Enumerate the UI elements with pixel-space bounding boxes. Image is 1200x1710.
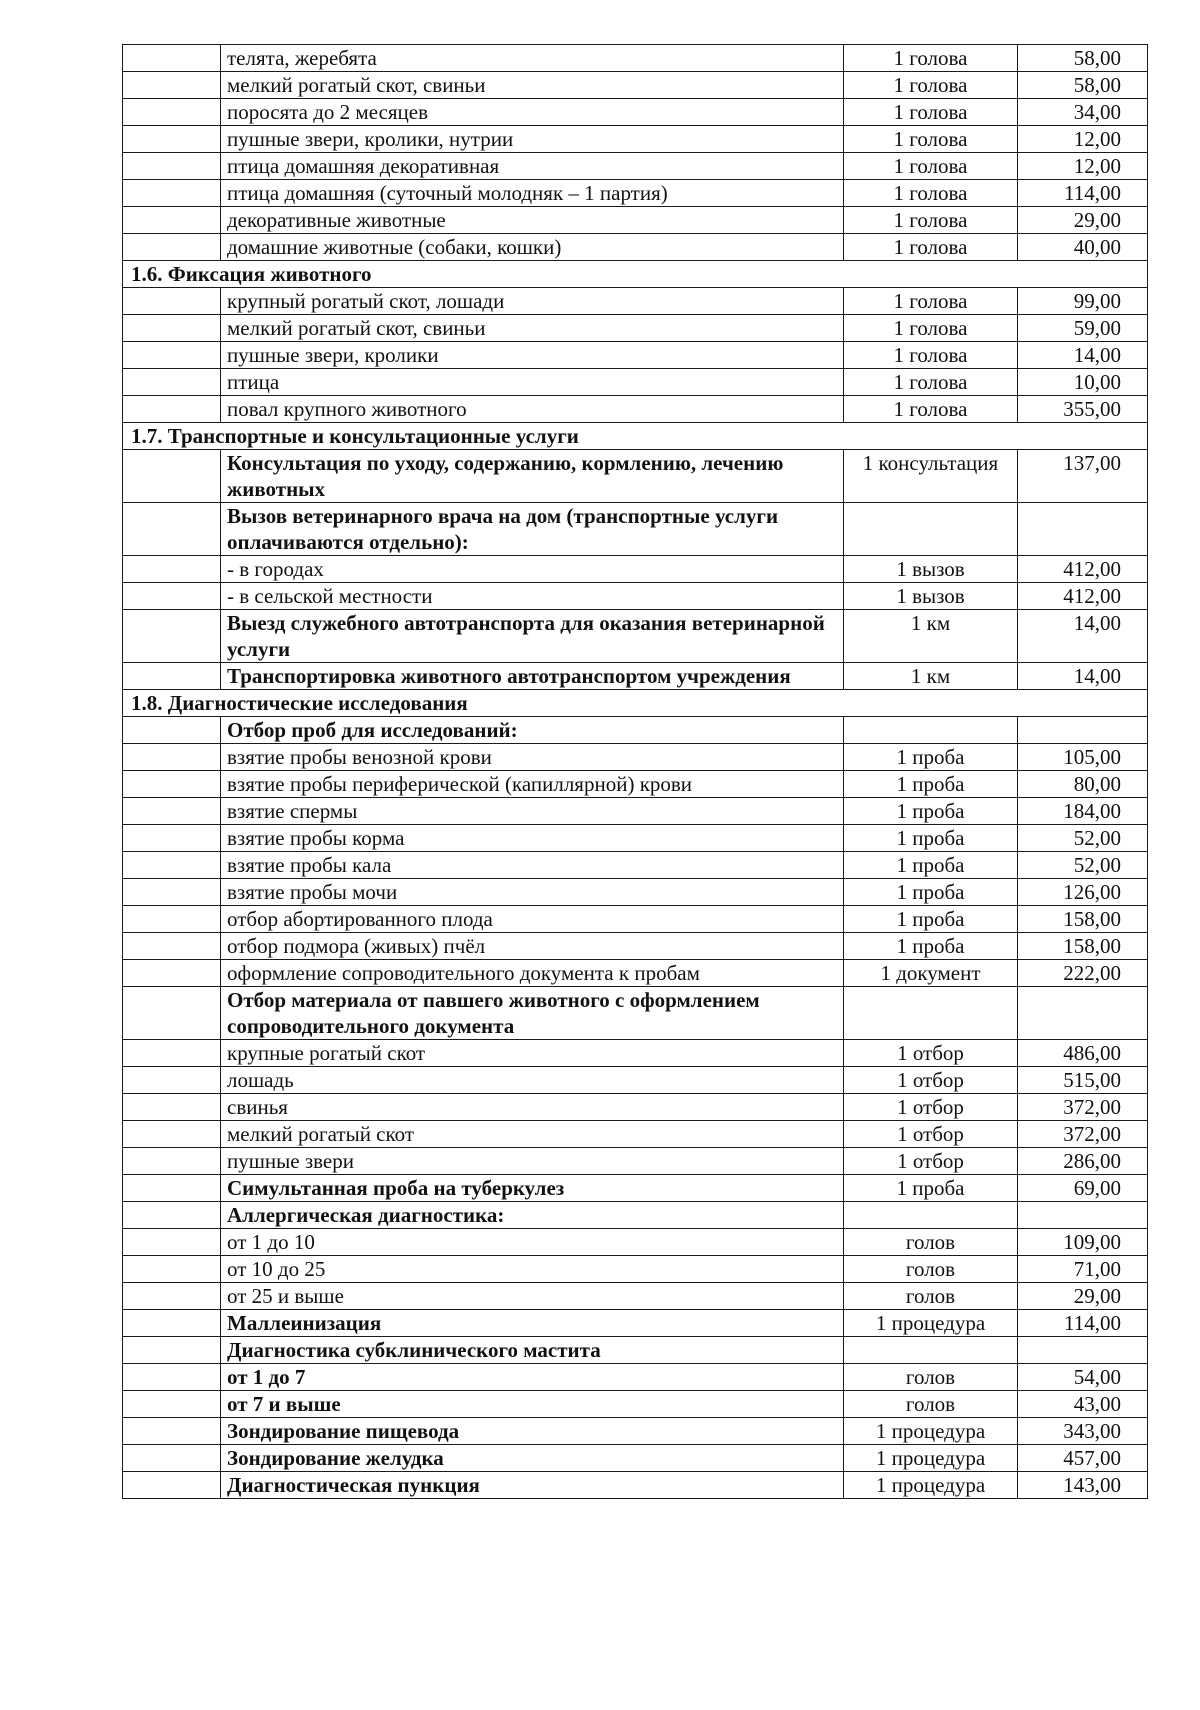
unit-cell: 1 процедура	[844, 1310, 1018, 1337]
table-row	[123, 906, 1148, 933]
unit-cell: 1 процедура	[844, 1445, 1018, 1472]
unit-cell: 1 км	[844, 610, 1018, 663]
table-row	[123, 1256, 1148, 1283]
item-number-cell	[123, 234, 221, 261]
table-row	[123, 744, 1148, 771]
unit-cell	[844, 1202, 1018, 1229]
unit-cell: 1 процедура	[844, 1418, 1018, 1445]
service-name-cell: Аллергическая диагностика:	[221, 1202, 844, 1229]
item-number-cell	[123, 1364, 221, 1391]
price-cell: 222,00	[1018, 960, 1148, 987]
item-number-cell	[123, 207, 221, 234]
unit-cell: 1 проба	[844, 825, 1018, 852]
item-number-cell	[123, 315, 221, 342]
unit-cell: 1 вызов	[844, 583, 1018, 610]
price-cell	[1018, 503, 1148, 556]
price-cell: 34,00	[1018, 99, 1148, 126]
price-cell: 52,00	[1018, 825, 1148, 852]
unit-cell: 1 голова	[844, 234, 1018, 261]
price-cell: 99,00	[1018, 288, 1148, 315]
item-number-cell	[123, 906, 221, 933]
unit-cell: 1 км	[844, 663, 1018, 690]
service-name-cell: крупные рогатый скот	[221, 1040, 844, 1067]
unit-cell: 1 голова	[844, 153, 1018, 180]
section-header-row	[123, 423, 1148, 450]
section-title: 1.6. Фиксация животного	[123, 261, 1148, 288]
price-cell: 158,00	[1018, 906, 1148, 933]
service-name-cell: мелкий рогатый скот	[221, 1121, 844, 1148]
table-row	[123, 72, 1148, 99]
price-cell: 372,00	[1018, 1094, 1148, 1121]
price-cell: 29,00	[1018, 1283, 1148, 1310]
item-number-cell	[123, 126, 221, 153]
item-number-cell	[123, 1472, 221, 1499]
item-number-cell	[123, 1148, 221, 1175]
unit-cell: голов	[844, 1391, 1018, 1418]
unit-cell: 1 вызов	[844, 556, 1018, 583]
table-row	[123, 583, 1148, 610]
service-name-cell: пушные звери, кролики	[221, 342, 844, 369]
item-number-cell	[123, 771, 221, 798]
unit-cell: 1 проба	[844, 879, 1018, 906]
table-row	[123, 1445, 1148, 1472]
service-name-cell: Транспортировка животного автотранспортом учреждения	[221, 663, 844, 690]
item-number-cell	[123, 1229, 221, 1256]
table-row	[123, 1283, 1148, 1310]
price-cell	[1018, 1202, 1148, 1229]
section-header-row	[123, 261, 1148, 288]
price-cell: 126,00	[1018, 879, 1148, 906]
service-name-cell: пушные звери, кролики, нутрии	[221, 126, 844, 153]
table-row	[123, 879, 1148, 906]
unit-cell: 1 проба	[844, 771, 1018, 798]
item-number-cell	[123, 960, 221, 987]
service-name-cell: взятие пробы корма	[221, 825, 844, 852]
unit-cell	[844, 717, 1018, 744]
item-number-cell	[123, 396, 221, 423]
service-name-cell: взятие пробы венозной крови	[221, 744, 844, 771]
unit-cell: 1 процедура	[844, 1472, 1018, 1499]
table-row	[123, 610, 1148, 663]
table-row	[123, 1121, 1148, 1148]
service-name-cell: Симультанная проба на туберкулез	[221, 1175, 844, 1202]
unit-cell: 1 голова	[844, 288, 1018, 315]
price-cell: 58,00	[1018, 45, 1148, 72]
table-row	[123, 180, 1148, 207]
table-row	[123, 556, 1148, 583]
table-row	[123, 1094, 1148, 1121]
item-number-cell	[123, 987, 221, 1040]
service-name-cell: отбор подмора (живых) пчёл	[221, 933, 844, 960]
item-number-cell	[123, 852, 221, 879]
table-row	[123, 396, 1148, 423]
price-cell: 412,00	[1018, 556, 1148, 583]
service-name-cell: Консультация по уходу, содержанию, кормлению, лечению животных	[221, 450, 844, 503]
service-name-cell: Зондирование желудка	[221, 1445, 844, 1472]
service-name-cell: декоративные животные	[221, 207, 844, 234]
table-row	[123, 315, 1148, 342]
service-name-cell: пушные звери	[221, 1148, 844, 1175]
table-row	[123, 45, 1148, 72]
table-row	[123, 153, 1148, 180]
unit-cell: 1 голова	[844, 180, 1018, 207]
section-title: 1.8. Диагностические исследования	[123, 690, 1148, 717]
table-row	[123, 825, 1148, 852]
price-cell: 486,00	[1018, 1040, 1148, 1067]
table-row	[123, 1337, 1148, 1364]
table-row	[123, 288, 1148, 315]
unit-cell: 1 голова	[844, 207, 1018, 234]
section-header-row	[123, 690, 1148, 717]
price-cell: 105,00	[1018, 744, 1148, 771]
item-number-cell	[123, 1121, 221, 1148]
item-number-cell	[123, 879, 221, 906]
table-row	[123, 798, 1148, 825]
unit-cell: 1 голова	[844, 99, 1018, 126]
unit-cell	[844, 987, 1018, 1040]
item-number-cell	[123, 663, 221, 690]
unit-cell: 1 отбор	[844, 1148, 1018, 1175]
table-row	[123, 771, 1148, 798]
price-cell: 12,00	[1018, 126, 1148, 153]
service-name-cell: телята, жеребята	[221, 45, 844, 72]
unit-cell: 1 голова	[844, 396, 1018, 423]
service-name-cell: свинья	[221, 1094, 844, 1121]
service-name-cell: от 1 до 7	[221, 1364, 844, 1391]
unit-cell: 1 отбор	[844, 1094, 1018, 1121]
item-number-cell	[123, 342, 221, 369]
unit-cell: 1 документ	[844, 960, 1018, 987]
item-number-cell	[123, 1445, 221, 1472]
unit-cell: 1 голова	[844, 126, 1018, 153]
price-cell: 43,00	[1018, 1391, 1148, 1418]
service-name-cell: Диагностика субклинического мастита	[221, 1337, 844, 1364]
item-number-cell	[123, 288, 221, 315]
table-row	[123, 960, 1148, 987]
price-cell: 14,00	[1018, 342, 1148, 369]
price-list-table	[122, 44, 1148, 1499]
price-cell: 457,00	[1018, 1445, 1148, 1472]
service-name-cell: Вызов ветеринарного врача на дом (транспортные услуги оплачиваются отдельно):	[221, 503, 844, 556]
item-number-cell	[123, 556, 221, 583]
service-name-cell: взятие спермы	[221, 798, 844, 825]
unit-cell: 1 голова	[844, 342, 1018, 369]
table-row	[123, 1229, 1148, 1256]
price-cell: 69,00	[1018, 1175, 1148, 1202]
item-number-cell	[123, 1040, 221, 1067]
service-name-cell: мелкий рогатый скот, свиньи	[221, 72, 844, 99]
service-name-cell: Диагностическая пункция	[221, 1472, 844, 1499]
price-cell: 14,00	[1018, 610, 1148, 663]
table-row	[123, 1067, 1148, 1094]
unit-cell: голов	[844, 1229, 1018, 1256]
table-row	[123, 717, 1148, 744]
service-name-cell: лошадь	[221, 1067, 844, 1094]
unit-cell: 1 проба	[844, 744, 1018, 771]
item-number-cell	[123, 180, 221, 207]
item-number-cell	[123, 72, 221, 99]
price-cell: 515,00	[1018, 1067, 1148, 1094]
unit-cell	[844, 1337, 1018, 1364]
service-name-cell: от 10 до 25	[221, 1256, 844, 1283]
unit-cell: голов	[844, 1256, 1018, 1283]
item-number-cell	[123, 610, 221, 663]
service-name-cell: домашние животные (собаки, кошки)	[221, 234, 844, 261]
item-number-cell	[123, 153, 221, 180]
item-number-cell	[123, 1310, 221, 1337]
table-row	[123, 207, 1148, 234]
service-name-cell: мелкий рогатый скот, свиньи	[221, 315, 844, 342]
service-name-cell: Выезд служебного автотранспорта для оказания ветеринарной услуги	[221, 610, 844, 663]
table-row	[123, 234, 1148, 261]
service-name-cell: - в сельской местности	[221, 583, 844, 610]
unit-cell: 1 проба	[844, 852, 1018, 879]
table-row	[123, 852, 1148, 879]
item-number-cell	[123, 1391, 221, 1418]
unit-cell: 1 отбор	[844, 1067, 1018, 1094]
unit-cell	[844, 503, 1018, 556]
price-cell: 14,00	[1018, 663, 1148, 690]
price-cell: 12,00	[1018, 153, 1148, 180]
service-name-cell: - в городах	[221, 556, 844, 583]
price-cell	[1018, 717, 1148, 744]
item-number-cell	[123, 583, 221, 610]
service-name-cell: взятие пробы периферической (капиллярной) крови	[221, 771, 844, 798]
unit-cell: 1 голова	[844, 315, 1018, 342]
item-number-cell	[123, 798, 221, 825]
item-number-cell	[123, 450, 221, 503]
unit-cell: 1 голова	[844, 369, 1018, 396]
price-cell: 184,00	[1018, 798, 1148, 825]
item-number-cell	[123, 1067, 221, 1094]
item-number-cell	[123, 45, 221, 72]
table-row	[123, 1364, 1148, 1391]
price-cell: 286,00	[1018, 1148, 1148, 1175]
price-cell: 412,00	[1018, 583, 1148, 610]
table-row	[123, 1310, 1148, 1337]
unit-cell: голов	[844, 1283, 1018, 1310]
unit-cell: голов	[844, 1364, 1018, 1391]
unit-cell: 1 консультация	[844, 450, 1018, 503]
price-cell: 143,00	[1018, 1472, 1148, 1499]
service-name-cell: взятие пробы кала	[221, 852, 844, 879]
item-number-cell	[123, 744, 221, 771]
table-row	[123, 1148, 1148, 1175]
table-row	[123, 503, 1148, 556]
service-name-cell: птица домашняя декоративная	[221, 153, 844, 180]
item-number-cell	[123, 1175, 221, 1202]
table-row	[123, 1175, 1148, 1202]
table-row	[123, 987, 1148, 1040]
table-row	[123, 126, 1148, 153]
item-number-cell	[123, 1094, 221, 1121]
table-row	[123, 1202, 1148, 1229]
table-row	[123, 1472, 1148, 1499]
service-name-cell: поросята до 2 месяцев	[221, 99, 844, 126]
table-row	[123, 1418, 1148, 1445]
price-cell: 109,00	[1018, 1229, 1148, 1256]
service-name-cell: птица	[221, 369, 844, 396]
price-cell: 54,00	[1018, 1364, 1148, 1391]
unit-cell: 1 отбор	[844, 1121, 1018, 1148]
price-cell: 343,00	[1018, 1418, 1148, 1445]
price-cell: 114,00	[1018, 180, 1148, 207]
service-name-cell: от 1 до 10	[221, 1229, 844, 1256]
service-name-cell: отбор абортированного плода	[221, 906, 844, 933]
price-cell: 59,00	[1018, 315, 1148, 342]
unit-cell: 1 голова	[844, 45, 1018, 72]
price-cell: 80,00	[1018, 771, 1148, 798]
service-name-cell: птица домашняя (суточный молодняк – 1 партия)	[221, 180, 844, 207]
service-name-cell: крупный рогатый скот, лошади	[221, 288, 844, 315]
unit-cell: 1 проба	[844, 1175, 1018, 1202]
price-cell	[1018, 1337, 1148, 1364]
service-name-cell: Зондирование пищевода	[221, 1418, 844, 1445]
price-cell: 10,00	[1018, 369, 1148, 396]
item-number-cell	[123, 369, 221, 396]
section-title: 1.7. Транспортные и консультационные услуги	[123, 423, 1148, 450]
service-name-cell: Отбор проб для исследований:	[221, 717, 844, 744]
item-number-cell	[123, 717, 221, 744]
item-number-cell	[123, 1256, 221, 1283]
unit-cell: 1 голова	[844, 72, 1018, 99]
service-name-cell: оформление сопроводительного документа к пробам	[221, 960, 844, 987]
price-cell: 158,00	[1018, 933, 1148, 960]
price-cell: 372,00	[1018, 1121, 1148, 1148]
table-row	[123, 1391, 1148, 1418]
service-name-cell: Маллеинизация	[221, 1310, 844, 1337]
price-list-body	[123, 45, 1148, 1499]
item-number-cell	[123, 825, 221, 852]
table-row	[123, 99, 1148, 126]
unit-cell: 1 проба	[844, 906, 1018, 933]
service-name-cell: от 7 и выше	[221, 1391, 844, 1418]
unit-cell: 1 отбор	[844, 1040, 1018, 1067]
price-cell: 355,00	[1018, 396, 1148, 423]
table-row	[123, 933, 1148, 960]
item-number-cell	[123, 1337, 221, 1364]
item-number-cell	[123, 1283, 221, 1310]
table-row	[123, 369, 1148, 396]
price-cell: 137,00	[1018, 450, 1148, 503]
unit-cell: 1 проба	[844, 933, 1018, 960]
item-number-cell	[123, 99, 221, 126]
price-cell: 114,00	[1018, 1310, 1148, 1337]
table-row	[123, 663, 1148, 690]
service-name-cell: повал крупного животного	[221, 396, 844, 423]
price-cell: 40,00	[1018, 234, 1148, 261]
price-cell: 71,00	[1018, 1256, 1148, 1283]
table-row	[123, 342, 1148, 369]
item-number-cell	[123, 1418, 221, 1445]
item-number-cell	[123, 503, 221, 556]
service-name-cell: Отбор материала от павшего животного с оформлением сопроводительного документа	[221, 987, 844, 1040]
table-row	[123, 1040, 1148, 1067]
item-number-cell	[123, 1202, 221, 1229]
service-name-cell: взятие пробы мочи	[221, 879, 844, 906]
price-cell	[1018, 987, 1148, 1040]
item-number-cell	[123, 933, 221, 960]
price-cell: 58,00	[1018, 72, 1148, 99]
price-cell: 29,00	[1018, 207, 1148, 234]
unit-cell: 1 проба	[844, 798, 1018, 825]
price-cell: 52,00	[1018, 852, 1148, 879]
table-row	[123, 450, 1148, 503]
service-name-cell: от 25 и выше	[221, 1283, 844, 1310]
